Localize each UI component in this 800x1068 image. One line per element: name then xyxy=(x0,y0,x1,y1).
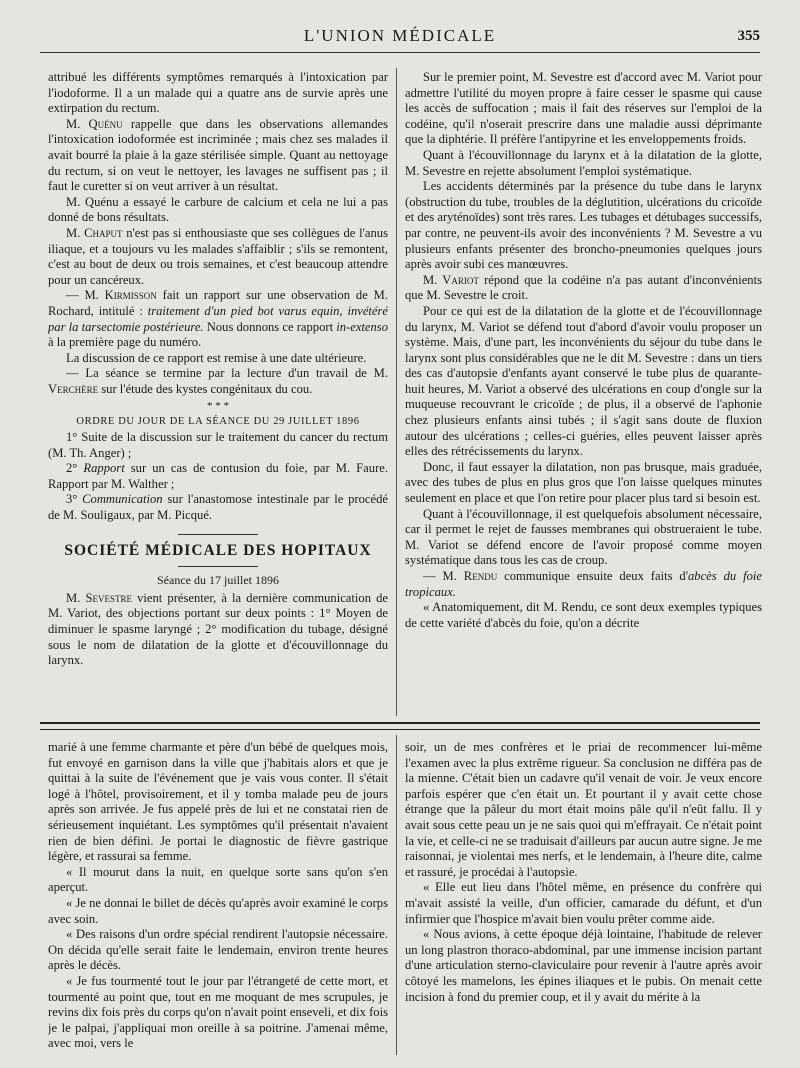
report-title: traitement d'un pied bot varus equin, invétéré par la tarsectomie postérieure. xyxy=(48,303,388,334)
paragraph: marié à une femme charmante et père d'un bébé de quelques mois, fut envoyé en garnison dans la ville que j'habitais alors et que je quittai à la suite de l'événement que je vais vous conter. Il s'était logé à l'hôtel, provisoirement, et il y tomba malade peu de jours après son arrivée. Je fus appelé près de lui et ne constatai rien de sérieusement inquiétant. Les symptômes qu'il présentait n'avaient rien de bien défini. Je portai le diagnostic de fièvre gastrique légère, et rassurai sa femme. xyxy=(48,740,388,864)
paragraph-text: — M. xyxy=(66,288,105,303)
paragraph-text: fait un rapport sur une observation de M. Rochard, intitulé : xyxy=(48,288,388,318)
paragraph xyxy=(405,273,762,304)
column-divider-top xyxy=(396,68,397,716)
section-stars: * * * xyxy=(207,400,229,413)
agenda-heading: ORDRE DU JOUR DE LA SÉANCE DU 29 JUILLET 1896 xyxy=(76,416,360,428)
paragraph-text: n'est pas si enthousiaste que ses collègues de l'anus iliaque, et a toujours vu les malades s'affaiblir ; s'ils se remontent, c'est au bout de deux ou trois semaines, et c'est beaucoup attendre pour un cancéreux. xyxy=(48,225,388,287)
paragraph: « Des raisons d'un ordre spécial rendirent l'autopsie nécessaire. On décida qu'elle serait faite le lendemain, environ trente heures après le décès. xyxy=(48,927,388,973)
title-underline xyxy=(178,566,258,567)
paragraph xyxy=(48,288,388,350)
paragraph xyxy=(48,117,388,195)
running-header xyxy=(40,22,760,53)
paragraph-text: répond que la codéine n'a pas autant d'inconvénients que M. Sevestre le croit. xyxy=(405,272,762,303)
paragraph-text: sur un cas de contusion du foie, par M. Faure. Rapport par M. Walther ; xyxy=(48,461,388,491)
speaker-name: M. Quénu xyxy=(66,116,123,131)
agenda-item xyxy=(48,461,388,492)
column-divider-bottom xyxy=(396,735,397,1055)
paragraph: Sur le premier point, M. Sevestre est d'accord avec M. Variot pour admettre l'utilité du moyen propre à faire cesser le spasme qui cause les accès de suffocation ; mais il fait des réserves sur l'emploi de la codéine, qu'il n'oserait prescrire dans une maladie aussi déprimante que la diphtérie. Il préfère l'antipyrine et les enveloppements froids. xyxy=(405,70,762,147)
paragraph-text: sur l'anastomose intestinale par le procédé de M. Souligaux, par M. Picqué. xyxy=(48,492,388,523)
paragraph xyxy=(48,591,388,669)
agenda-item: 1° Suite de la discussion sur le traitement du cancer du rectum (M. Th. Anger) ; xyxy=(48,430,388,460)
paragraph-text: Nous donnons ce rapport xyxy=(203,319,337,334)
paragraph: « Anatomiquement, dit M. Rendu, ce sont deux exemples typiques de cette variété d'abcès du foie, qu'on a décrite xyxy=(405,600,762,630)
paragraph: La discussion de ce rapport est remise à une date ultérieure. xyxy=(66,350,367,365)
speaker-name: Kirmisson xyxy=(104,288,157,303)
speaker-name: Rendu xyxy=(463,569,498,583)
speaker-name: Verchère xyxy=(48,381,99,396)
session-date: Séance du 17 juillet 1896 xyxy=(157,573,279,588)
section-title: SOCIÉTÉ MÉDICALE DES HOPITAUX xyxy=(64,541,372,559)
speaker-name: M. Chaput xyxy=(66,225,123,240)
item-type: Rapport xyxy=(83,461,125,476)
page-number: 355 xyxy=(737,28,760,44)
paragraph: « Je fus tourmenté tout le jour par l'étrangeté de cette mort, et tourmenté au point que, tout en me moquant de mes scrupules, je revins dix fois près du corps qu'on n'avait point enseveli, et dix fois je le palpai, j'appliquai mon oreille à sa poitrine. J'amenai même, avec moi, vers le xyxy=(48,973,388,1051)
paragraph: Pour ce qui est de la dilatation de la glotte et de l'écouvillonnage du larynx, M. Variot se défend tout d'abord d'avoir voulu proposer un système. Mais, d'une part, les inconvénients du séjour du tube dans le larynx sont plus considérables que ne le dit M. Sevestre : dans un tiers des cas d'autopsie d'enfants ayant conservé le tube plus de quarante-huit heures, M. Variot a observé des ulcérations en coup d'ongle sur la muqueuse recouvrant le cricoïde ; de plus, il a observé de l'aphonie chez plusieurs enfants ainsi tubés ; il s'agit sans doute de fluxion autour des ulcérations ; celles-ci guéries, elles peuvent laisser après elles des rétrécissements du larynx. xyxy=(405,303,762,459)
italic-term: abcès du foie tropicaux. xyxy=(405,569,762,599)
paragraph xyxy=(48,366,388,397)
item-number: 2° xyxy=(66,461,84,476)
paragraph: « Il mourut dans la nuit, en quelque sorte sans qu'on s'en aperçut. xyxy=(48,864,388,895)
paragraph-text: communique ensuite deux faits d' xyxy=(497,569,688,583)
paragraph-text: rappelle que dans les observations allemandes l'intoxication iodoformée est incriminée ; mais chez ses malades il avait bourré la plaie à la gaze stérilisée simple. Quant au nettoyage du rectum, si on veut le nettoyer, les lavages ne suffisent pas ; il faut le curetter si on veut arriver à un résultat. xyxy=(48,116,388,194)
paragraph: M. Quénu a essayé le carbure de calcium et cela ne lui a pas donné de bons résultats. xyxy=(48,194,388,225)
paragraph-text: vient présenter, à la dernière communication de M. Variot, des objections portant sur deux points : 1° Moyen de diminuer le spasme laryngé ; 2° modification du tubage, désigné sous le nom de dilatation de la glotte et d'écouvillonnage du larynx. xyxy=(48,590,388,668)
paragraph xyxy=(48,226,388,288)
italic-term: in-extenso xyxy=(336,319,388,334)
speaker-name: M. Variot xyxy=(423,272,479,287)
paragraph: Quant à l'écouvillonnage du larynx et à la dilatation de la glotte, M. Sevestre en rejette absolument l'emploi systématique. xyxy=(405,147,762,178)
paragraph: attribué les différents symptômes remarqués à l'intoxication par l'iodoforme. Il a un malade qui a quatre ans de survie après une extirpation du rectum. xyxy=(48,70,388,116)
right-column-bottom xyxy=(405,740,762,1055)
left-column-top xyxy=(48,70,388,715)
paragraph-text: — M. xyxy=(423,569,464,583)
speaker-name: M. Sevestre xyxy=(66,590,132,605)
paragraph-text: — La séance se termine par la lecture d'un travail de M. xyxy=(66,366,388,381)
section-divider xyxy=(178,534,258,535)
journal-title: L'UNION MÉDICALE xyxy=(303,26,497,45)
item-number: 3° xyxy=(66,492,83,507)
paragraph: soir, un de mes confrères et le priai de recommencer lui-même l'examen avec la plus extrême rigueur. Sa conclusion ne différa pas de la mienne. C'était bien un cadavre qu'il venait de voir. Je veux encore parfois espérer que c'en était un. Et pourtant il y avait cette chose étrange que la pâleur du mort était moins pâle qu'il n'eût fallu. Il y avait sous cette peau un je ne sais quoi qui m'effrayait. Ce n'était point la vie, et celle-ci ne se traduisait d'ailleurs par aucun autre signe. Je me raisonnai, je violentai mes nerfs, et le lendemain, à l'heure dite, calme et rassuré, je procédai à l'autopsie. xyxy=(405,740,762,879)
agenda-item xyxy=(48,492,388,523)
paragraph: « Je ne donnai le billet de décès qu'après avoir examiné le corps avec soin. xyxy=(48,895,388,926)
paragraph: Les accidents déterminés par la présence du tube dans le larynx (obstruction du tube, troubles de la déglutition, ulcérations du cricoïde et des aryténoïdes) sont très rares. Les tubages et détubages successifs, par contre, ne peuvent-ils avoir des inconvénients ? M. Sevestre a vu plusieurs enfants présenter des broncho-pneumonies quelques jours après avoir subi ces manœuvres. xyxy=(405,179,762,272)
feuilleton-separator xyxy=(40,722,760,730)
paragraph: « Nous avions, à cette époque déjà lointaine, l'habitude de relever un long plastron thoraco-abdominal, par une immense incision partant d'une articulation sterno-claviculaire pour revenir à l'autre après avoir côtoyé les mamelons, les épines iliaques et le pubis. On menait cette incision à fond du premier coup, et il y avait du mérite à la xyxy=(405,927,762,1004)
paragraph: Quant à l'écouvillonnage, il est quelquefois absolument nécessaire, car il permet le rejet de fausses membranes qui obstrueraient le tube. M. Variot se défend encore de l'avoir proposé comme moyen systématique dans tous les cas de croup. xyxy=(405,506,762,568)
paragraph: Donc, il faut essayer la dilatation, non pas brusque, mais graduée, avec des tubes de plus en plus gros que l'on laisse quelques minutes seulement en place et que l'on retire pour placer plus tard si besoin est. xyxy=(405,459,762,506)
right-column-top xyxy=(405,70,762,715)
paragraph-text: à la première page du numéro. xyxy=(48,335,202,350)
left-column-bottom xyxy=(48,740,388,1055)
paragraph xyxy=(405,569,762,600)
paragraph-text: sur l'étude des kystes congénitaux du cou. xyxy=(98,381,313,396)
item-type: Communication xyxy=(82,492,163,507)
paragraph: « Elle eut lieu dans l'hôtel même, en présence du confrère qui m'avait assisté la veille, d'un officier, camarade du défunt, et d'un infirmier que l'hospice m'avait bien voulu prêter comme aide. xyxy=(405,880,762,926)
